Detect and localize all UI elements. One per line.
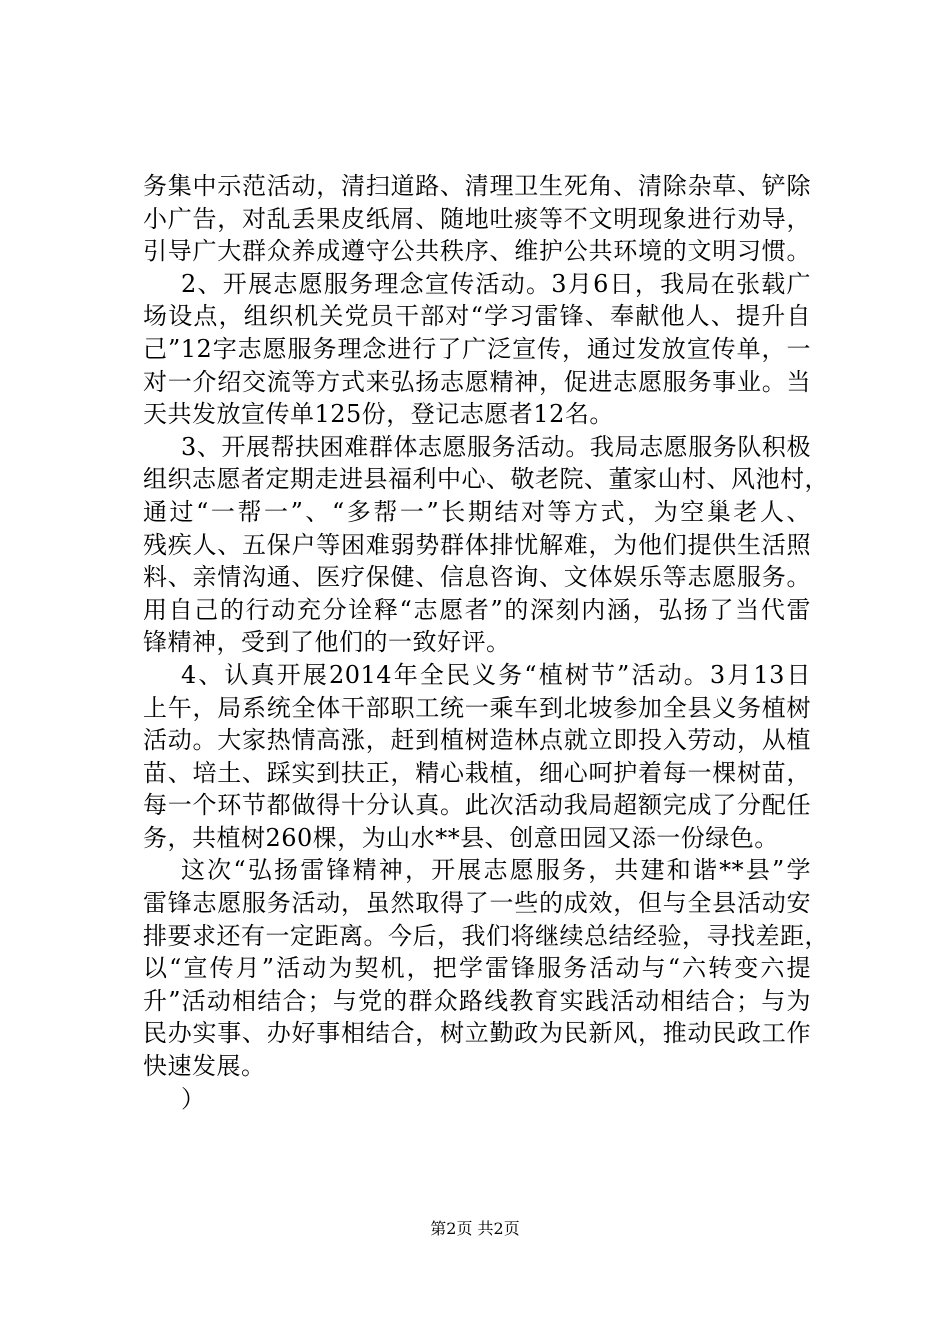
text-line: 用自己的行动充分诠释“志愿者”的深刻内涵，弘扬了当代雷 — [143, 595, 811, 624]
text-line: 活动。大家热情高涨，赶到植树造林点就立即投入劳动，从植 — [143, 726, 811, 755]
text-line: 雷锋志愿服务活动，虽然取得了一些的成效，但与全县活动安 — [143, 889, 811, 918]
paragraph-start-line: 3、开展帮扶困难群体志愿服务活动。我局志愿服务队积极 — [181, 432, 811, 461]
closing-parenthesis-line: ） — [181, 1084, 206, 1113]
paragraph-start-line: 2、开展志愿服务理念宣传活动。3月6日，我局在张载广 — [181, 269, 811, 298]
text-line: 务集中示范活动，清扫道路、清理卫生死角、清除杂草、铲除 — [143, 172, 811, 200]
text-line: 每一个环节都做得十分认真。此次活动我局超额完成了分配任 — [143, 791, 811, 820]
text-line: 快速发展。 — [143, 1052, 266, 1081]
text-line: 天共发放宣传单125份，登记志愿者12名。 — [143, 400, 614, 429]
text-line: 苗、培土、踩实到扶正，精心栽植，细心呵护着每一棵树苗， — [143, 758, 811, 787]
text-line: 引导广大群众养成遵守公共秩序、维护公共环境的文明习惯。 — [143, 237, 811, 266]
text-line: 通过“一帮一”、“多帮一”长期结对等方式，为空巢老人、 — [143, 497, 811, 526]
paragraph-start-line: 4、认真开展2014年全民义务“植树节”活动。3月13日 — [181, 660, 811, 689]
text-line: 料、亲情沟通、医疗保健、信息咨询、文体娱乐等志愿服务。 — [143, 563, 811, 592]
text-line: 升”活动相结合；与党的群众路线教育实践活动相结合；与为 — [143, 986, 811, 1015]
text-line: 以“宣传月”活动为契机，把学雷锋服务活动与“六转变六提 — [143, 954, 811, 983]
document-body — [143, 170, 829, 1115]
text-line: 小广告，对乱丢果皮纸屑、随地吐痰等不文明现象进行劝导， — [143, 204, 811, 233]
text-line: 务，共植树260棵，为山水**县、创意田园又添一份绿色。 — [143, 823, 779, 852]
text-line: 场设点，组织机关党员干部对“学习雷锋、奉献他人、提升自 — [143, 302, 811, 331]
page-number-footer: 第2页 共2页 — [430, 1219, 520, 1238]
text-line: 排要求还有一定距离。今后，我们将继续总结经验，寻找差距， — [143, 921, 829, 950]
text-line: 残疾人、五保户等困难弱势群体排忧解难，为他们提供生活照 — [143, 530, 811, 559]
text-line: 己”12字志愿服务理念进行了广泛宣传，通过发放宣传单，一 — [143, 334, 811, 363]
paragraph-start-line: 这次“弘扬雷锋精神，开展志愿服务，共建和谐**县”学 — [181, 856, 811, 885]
text-line: 组织志愿者定期走进县福利中心、敬老院、董家山村、风池村， — [143, 465, 829, 494]
text-line: 对一介绍交流等方式来弘扬志愿精神，促进志愿服务事业。当 — [143, 367, 811, 396]
text-line: 锋精神，受到了他们的一致好评。 — [143, 628, 511, 657]
text-line: 民办实事、办好事相结合，树立勤政为民新风，推动民政工作 — [143, 1019, 811, 1048]
text-line: 上午，局系统全体干部职工统一乘车到北坡参加全县义务植树 — [143, 693, 811, 722]
